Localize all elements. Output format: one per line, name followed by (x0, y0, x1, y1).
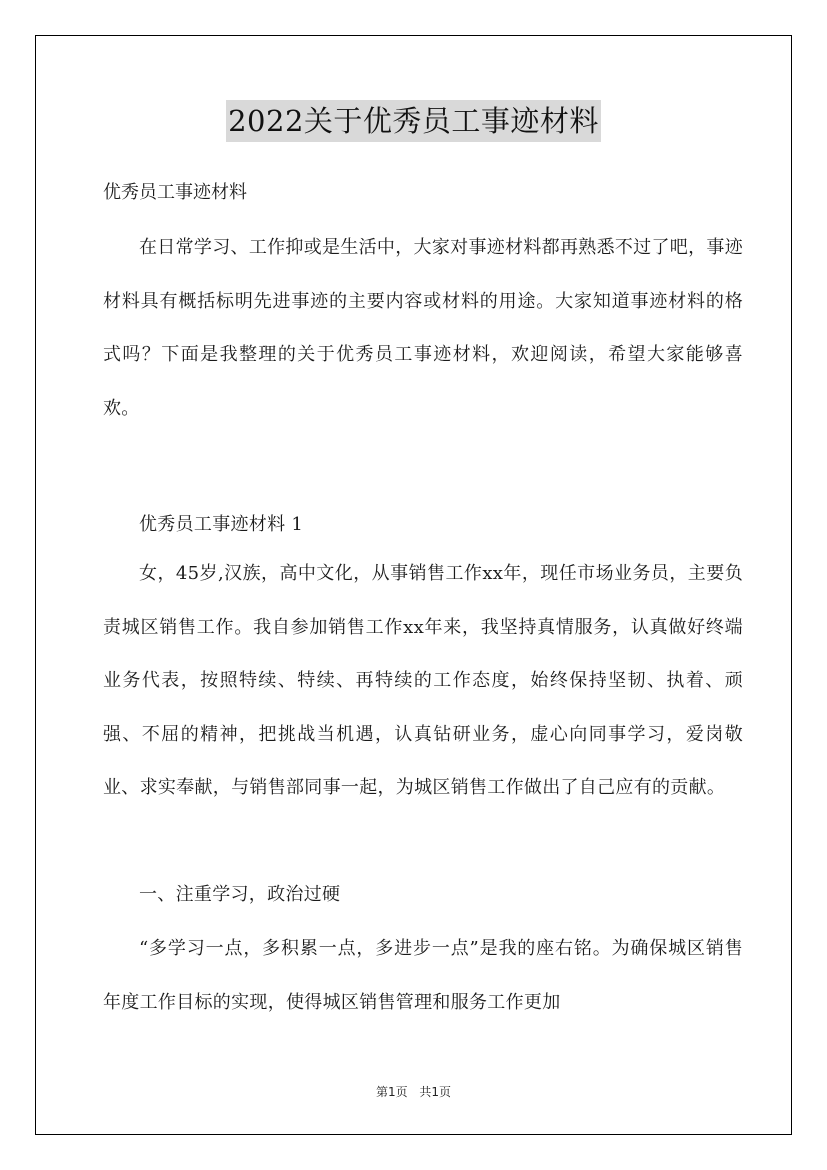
body-paragraph-2: “多学习一点，多积累一点，多进步一点”是我的座右铭。为确保城区销售年度工作目标的实现，使得城区销售管理和服务工作更加 (103, 938, 743, 1013)
subsection-heading-1: 一、注重学习，政治过硬 (139, 884, 341, 905)
document-title: 2022关于优秀员工事迹材料 (226, 100, 601, 142)
body-paragraph-1: 女，45岁,汉族，高中文化，从事销售工作xx年，现任市场业务员，主要负责城区销售工作。我自参加销售工作xx年来，我坚持真情服务，认真做好终端业务代表，按照特续、特续、再特续的工作态度，始终保持坚韧、执着、顽强、不屈的精神，把挑战当机遇，认真钻研业务，虚心向同事学习，爱岗敬业、求实奉献，与销售部同事一起，为城区销售工作做出了自己应有的贡献。 (103, 563, 743, 798)
intro-paragraph: 在日常学习、工作抑或是生活中，大家对事迹材料都再熟悉不过了吧，事迹材料具有概括标明先进事迹的主要内容或材料的用途。大家知道事迹材料的格式吗？下面是我整理的关于优秀员工事迹材料，欢迎阅读，希望大家能够喜欢。 (103, 237, 743, 419)
title-container (0, 100, 827, 142)
document-subtitle: 优秀员工事迹材料 (103, 182, 247, 203)
page-total: 共1页 (419, 1085, 452, 1099)
page-number: 第1页 (375, 1085, 408, 1099)
page-footer (0, 1083, 827, 1101)
section-heading-1: 优秀员工事迹材料 1 (139, 514, 304, 535)
